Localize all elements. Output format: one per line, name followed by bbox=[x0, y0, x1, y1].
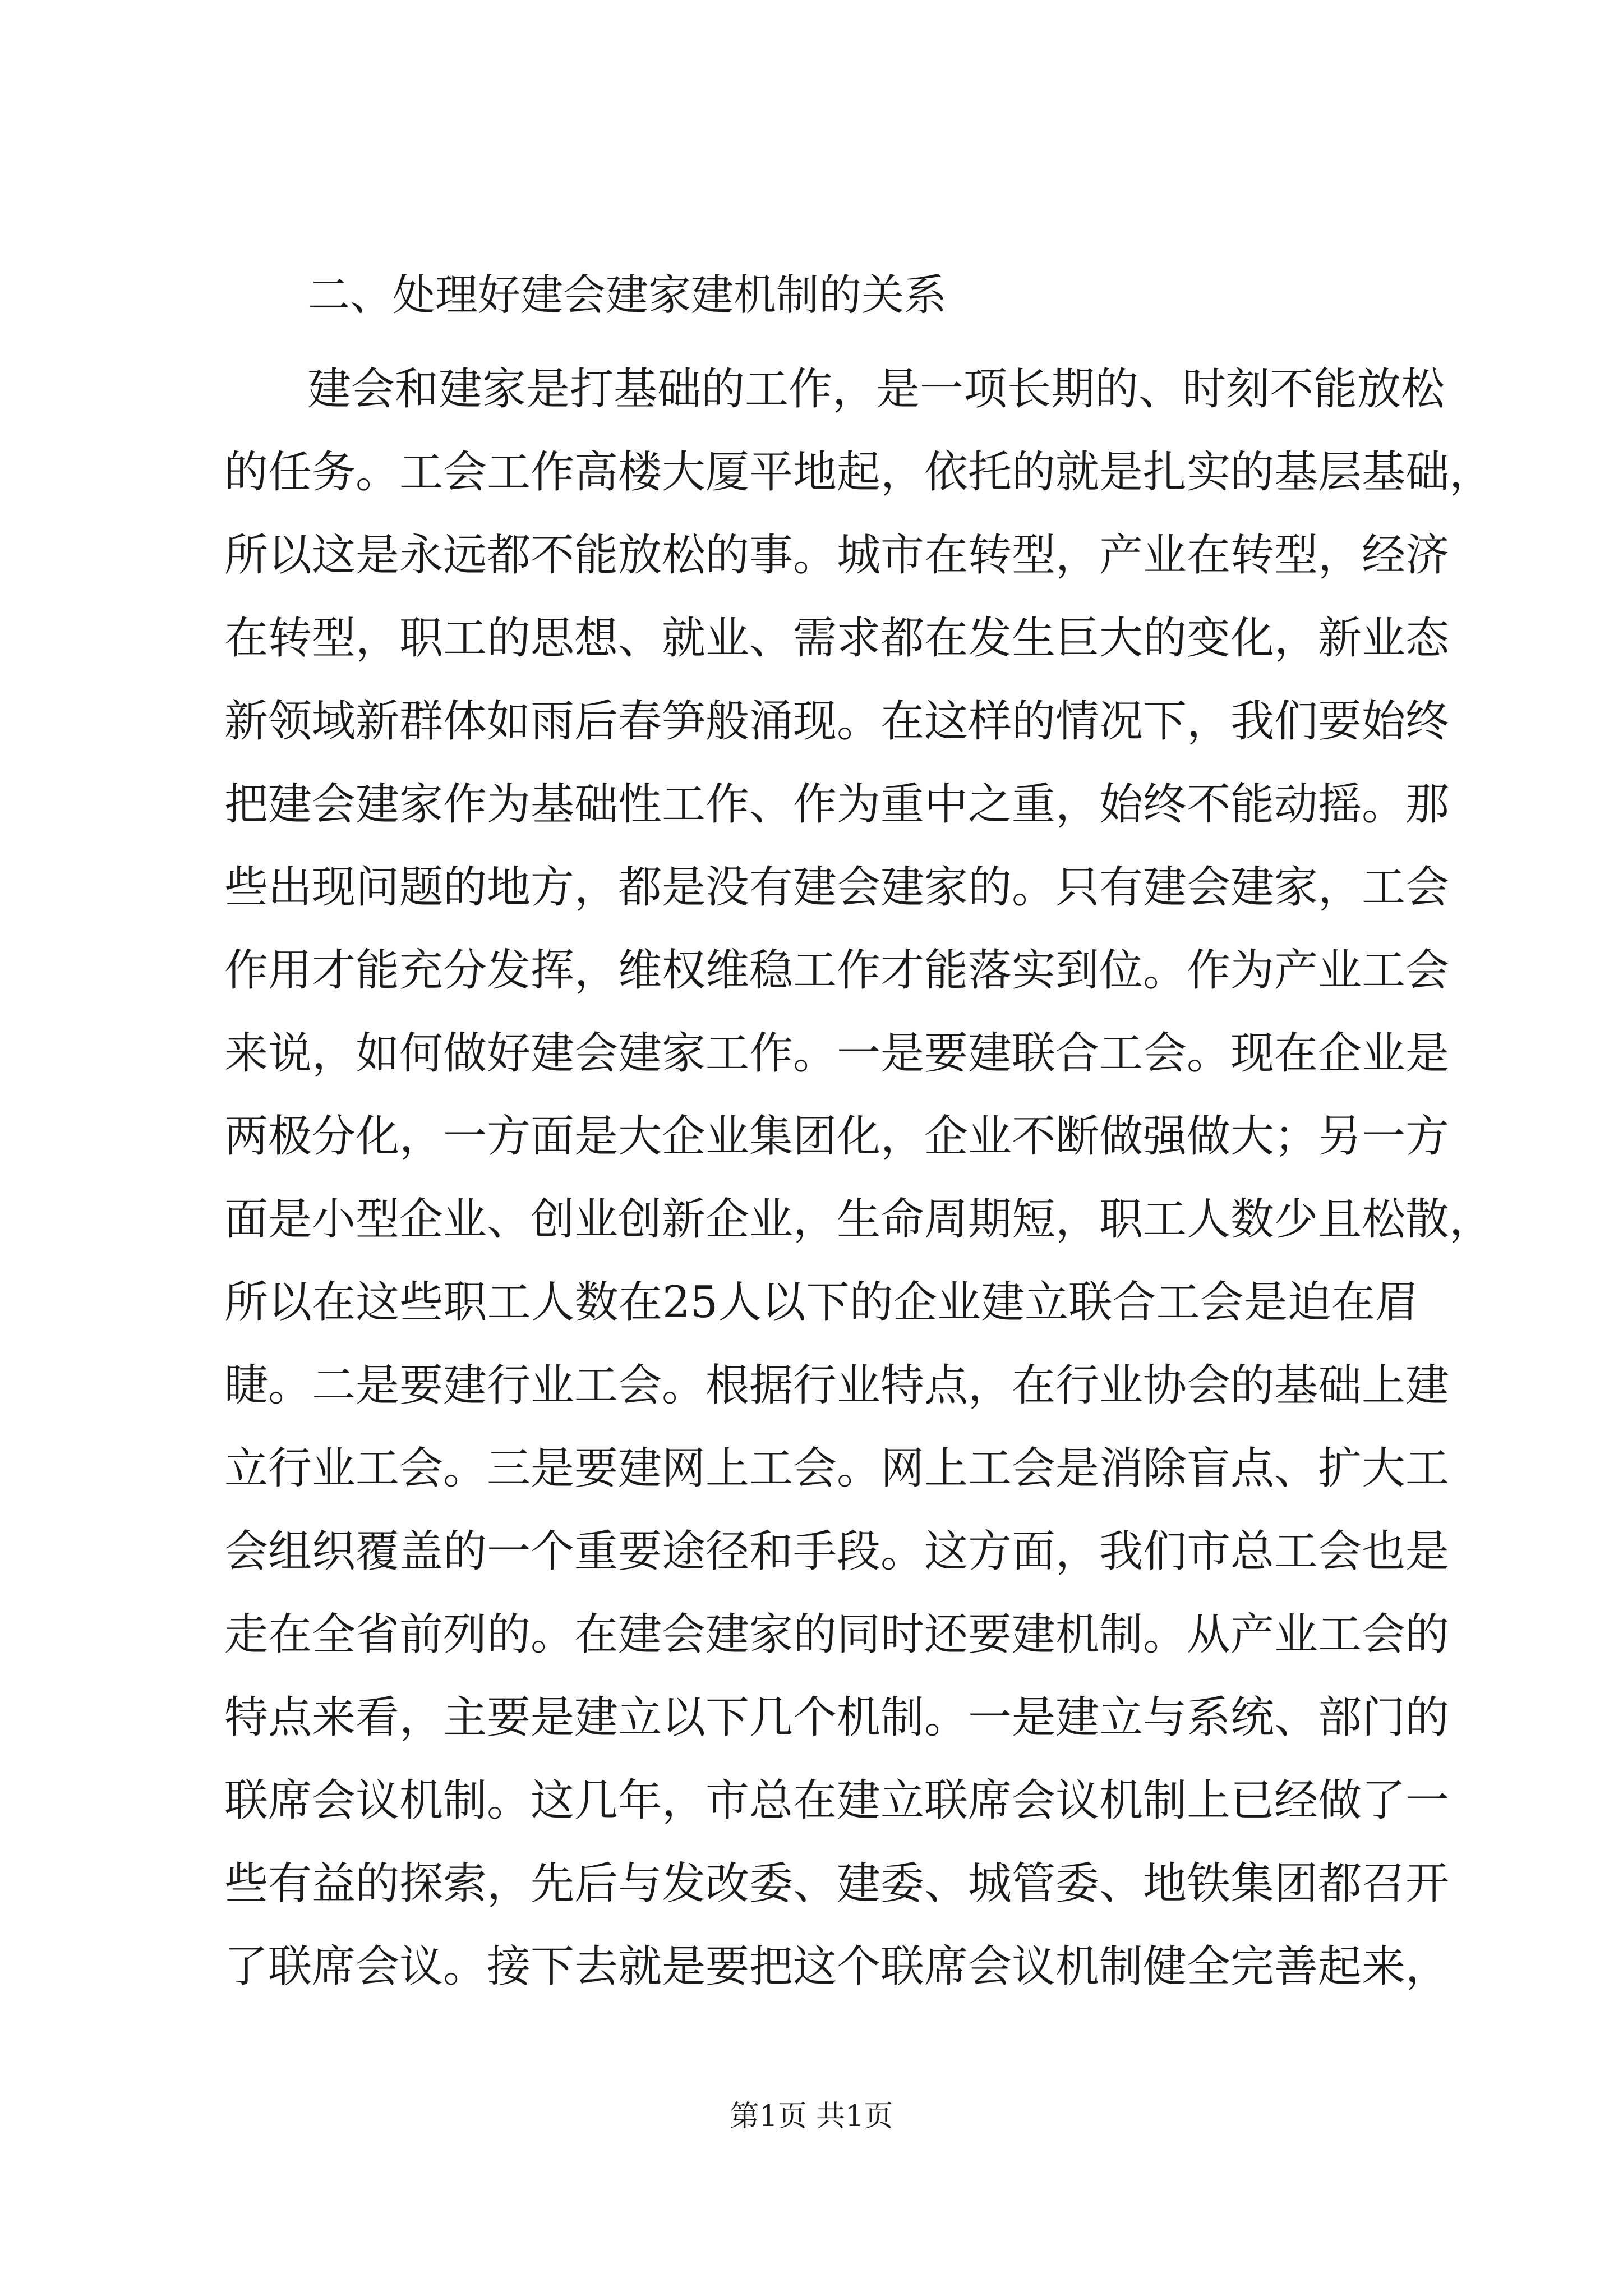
text-line: 两极分化，一方面是大企业集团化，企业不断做强做大；另一方 bbox=[224, 1111, 1450, 1162]
text-line: 来说，如何做好建会建家工作。一是要建联合工会。现在企业是 bbox=[224, 1028, 1450, 1079]
text-line: 走在全省前列的。在建会建家的同时还要建机制。从产业工会的 bbox=[224, 1609, 1450, 1660]
text-line: 联席会议机制。这几年，市总在建立联席会议机制上已经做了一 bbox=[224, 1775, 1450, 1826]
text-line: 作用才能充分发挥，维权维稳工作才能落实到位。作为产业工会 bbox=[224, 945, 1450, 996]
text-line: 了联席会议。接下去就是要把这个联席会议机制健全完善起来， bbox=[224, 1941, 1450, 1992]
text-line: 建会和建家是打基础的工作，是一项长期的、时刻不能放松 bbox=[307, 364, 1445, 415]
text-line: 特点来看，主要是建立以下几个机制。一是建立与系统、部门的 bbox=[224, 1692, 1450, 1743]
text-line: 新领域新群体如雨后春笋般涌现。在这样的情况下，我们要始终 bbox=[224, 696, 1450, 747]
text-line: 在转型，职工的思想、就业、需求都在发生巨大的变化，新业态 bbox=[224, 613, 1450, 664]
text-line: 睫。二是要建行业工会。根据行业特点，在行业协会的基础上建 bbox=[224, 1360, 1450, 1411]
text-line: 立行业工会。三是要建网上工会。网上工会是消除盲点、扩大工 bbox=[224, 1443, 1450, 1494]
text-line: 些出现问题的地方，都是没有建会建家的。只有建会建家，工会 bbox=[224, 862, 1450, 913]
section-heading: 二、处理好建会建家建机制的关系 bbox=[307, 270, 947, 320]
text-line: 会组织覆盖的一个重要途径和手段。这方面，我们市总工会也是 bbox=[224, 1526, 1450, 1577]
text-line: 的任务。工会工作高楼大厦平地起，依托的就是扎实的基层基础， bbox=[224, 447, 1493, 498]
body-paragraph bbox=[224, 348, 1493, 2008]
text-line: 把建会建家作为基础性工作、作为重中之重，始终不能动摇。那 bbox=[224, 779, 1450, 830]
text-line: 所以在这些职工人数在25人以下的企业建立联合工会是迫在眉 bbox=[224, 1277, 1419, 1328]
page-footer: 第1页 共1页 bbox=[730, 2100, 893, 2133]
text-line: 面是小型企业、创业创新企业，生命周期短，职工人数少且松散， bbox=[224, 1194, 1493, 1245]
text-line: 所以这是永远都不能放松的事。城市在转型，产业在转型，经济 bbox=[224, 530, 1450, 581]
text-line: 些有益的探索，先后与发改委、建委、城管委、地铁集团都召开 bbox=[224, 1858, 1450, 1909]
